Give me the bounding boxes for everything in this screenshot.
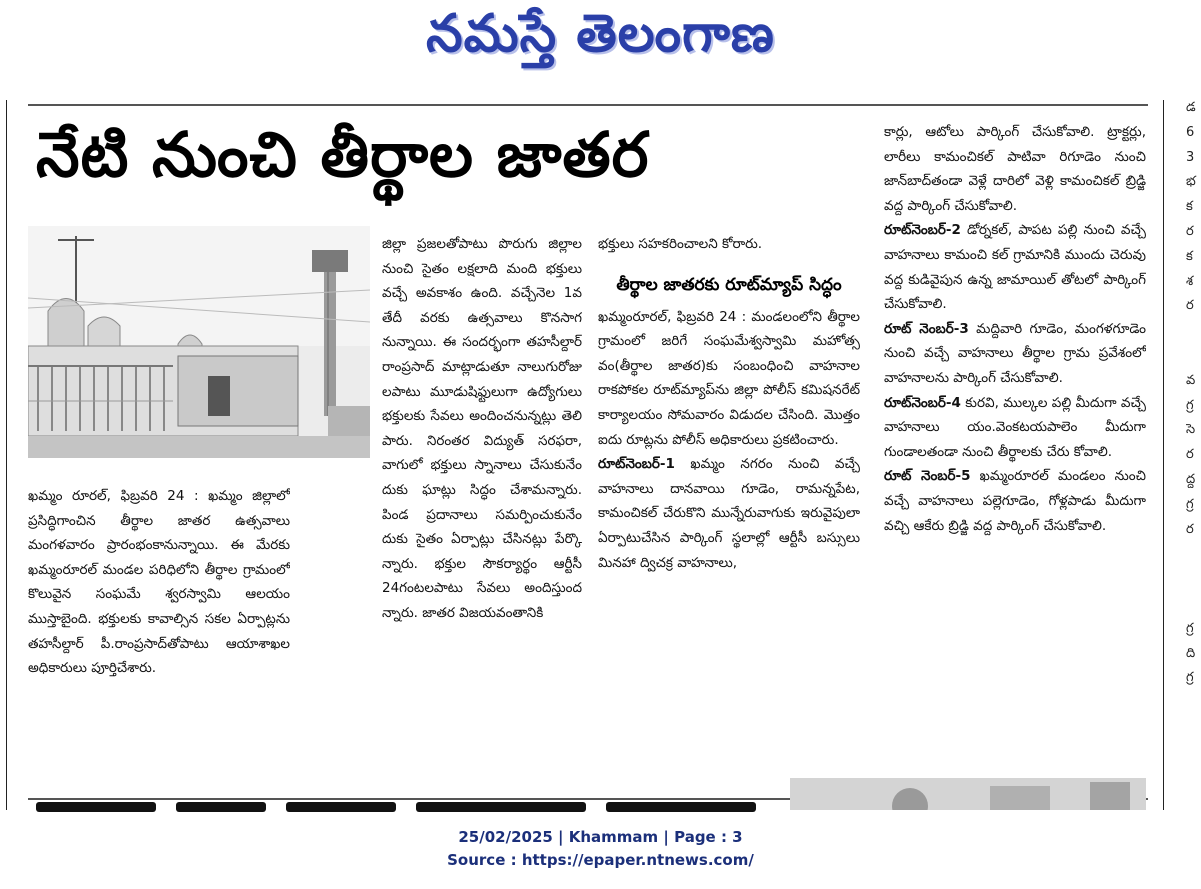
footer-date-line: 25/02/2025 | Khammam | Page : 3 [458, 828, 743, 846]
column-2-text: జిల్లా ప్రజలతోపాటు పొరుగు జిల్లాల నుంచి సైతం లక్షలాది మంది భక్తులు వచ్చే అవకాశం ఉంది. వచ్చేనెల 1వ తేదీ వరకు ఉత్సవాలు కొనసాగ నున్నాయి. ఈ సందర్భంగా తహసీల్దార్ రాంప్రసాద్ మాట్లాడుతూ నాలుగురోజు లపాటు మూడుషిఫ్టులుగా ఉద్యోగులు భక్తులకు సేవలు అందించనున్నట్లు తెలి పారు. నిరంతర విద్యుత్ సరఫరా, వాగులో భక్తులు స్నానాలు చేసుకునేం దుకు ఘాట్లు సిద్ధం చేశామన్నారు. పిండ ప్రదానాలు సమర్పించుకునేం దుకు సైతం ఏర్పాట్లు చేసినట్లు పేర్కొ న్నారు. భక్తుల సౌకర్యార్థం ఆర్టీసీ 24గంటలపాటు సేవలు అందిస్తుంద న్నారు. జాతర విజయవంతానికి [382, 236, 582, 621]
edge-fragment [1186, 542, 1201, 567]
page-frame-left [6, 100, 7, 810]
edge-fragment: క [1186, 199, 1193, 215]
edge-fragment: క [1186, 248, 1193, 264]
route-5-label: రూట్ నెంబర్-5 [884, 468, 971, 485]
masthead [0, 0, 1201, 78]
next-article-photo-illustration [790, 778, 1146, 810]
article-headline: నేటి నుంచి తీర్థాల జాతర [36, 118, 650, 191]
route-3-paragraph [884, 317, 1146, 391]
edge-fragment [1186, 319, 1201, 344]
edge-fragment: శ [1186, 273, 1194, 289]
edge-fragment: ర [1186, 447, 1194, 463]
edge-fragment: ద్ద [1186, 471, 1196, 487]
edge-fragment: సె [1186, 422, 1196, 438]
top-rule [28, 104, 1148, 106]
route-3-label: రూట్ నెంబర్-3 [884, 320, 969, 337]
edge-fragment: గ్ర [1186, 670, 1194, 686]
article-column-2 [382, 232, 582, 762]
article-column-3 [598, 232, 860, 772]
sub-headline: తీర్థాల జాతరకు రూట్‌మ్యాప్ సిద్ధం [616, 274, 842, 295]
edge-fragment: 6 [1186, 124, 1195, 140]
edge-fragment: గ్ర [1186, 496, 1194, 512]
column-1-text: ఖమ్మం రూరల్, ఫిబ్రవరి 24 : ఖమ్మం జిల్లాలో ప్రసిద్ధిగాంచిన తీర్థాల జాతర ఉత్సవాలు మంగళవారం ప్రారంభంకానున్నాయి. ఈ మేరకు ఖమ్మంరూరల్ మండల పరిధిలోని తీర్థాల గ్రామంలో కొలువైన సంఘమే శ్వరస్వామి ఆలయం ముస్తాబైంది. భక్తులకు కావాల్సిన సకల ఏర్పాట్లను తహసీల్దార్ పీ.రాంప్రసాద్‌తోపాటు ఆయాశాఖల అధికారులు పూర్తిచేశారు. [28, 488, 290, 677]
page-frame-right [1163, 100, 1164, 810]
newspaper-logo: నమస్తే తెలంగాణ [426, 4, 775, 64]
temple-photo-illustration [28, 226, 370, 458]
next-headline-fragment [36, 800, 776, 812]
headline-fragment-4 [416, 802, 586, 812]
headline-fragment-2 [176, 802, 266, 812]
column-3-body: ఖమ్మంరూరల్, ఫిబ్రవరి 24 : మండలంలోని తీర్థాల గ్రామంలో జరిగే సంఘమేశ్వస్వామి మహోత్స వం(తీర్థాల జాతర)కు సంబంధించి వాహనాల రాకపోకల రూట్‌మ్యాప్‌ను జిల్లా పోలీస్ కమిషనరేట్ కార్యాలయం సోమవారం విడుదల చేసింది. మొత్తం ఐదు రూట్లను పోలీస్ అధికారులు ప్రకటించారు. [598, 308, 860, 448]
edge-fragment: ర [1186, 223, 1194, 239]
edge-fragment [1186, 592, 1201, 617]
edge-fragment: డ [1186, 100, 1196, 115]
temple-photo [28, 226, 370, 458]
route-3-text: మద్దివారి గూడెం, మంగళగూడెం నుంచి వచ్చే వాహనాలు తీర్థాల గ్రామ ప్రవేశంలో వాహనాలను పార్కింగ్ చేసుకోవాలి. [884, 320, 1146, 386]
column-3-intro: భక్తులు సహకరించాలని కోరారు. [598, 236, 763, 252]
headline-fragment-3 [286, 802, 396, 812]
route-2-label: రూట్‌నెంబర్-2 [884, 222, 961, 239]
headline-fragment-1 [36, 802, 156, 812]
edge-fragment: వ [1186, 372, 1196, 388]
route-1-text: ఖమ్మం నగరం నుంచి వచ్చే వాహనాలు దానవాయి గూడెం, రామన్నపేట, కామంచికల్ చేరుకొని మున్నేరువాగుకు ఇరువైపులా ఏర్పాటుచేసిన పార్కింగ్ స్థలాల్లో ఆర్టీసీ బస్సులు మినహా ద్విచక్ర వాహనాలు, [598, 456, 860, 571]
edge-fragment: ది [1186, 645, 1196, 661]
article-column-1 [28, 484, 290, 756]
edge-fragment: ర [1186, 521, 1194, 537]
edge-fragment: భ [1186, 174, 1196, 190]
next-article-photo [790, 778, 1146, 810]
column-4-intro: కార్లు, ఆటోలు పార్కింగ్ చేసుకోవాలి. ట్రాక్టర్లు, లారీలు కామంచికల్ పాటివా రిగూడెం నుంచి జాన్‌బాద్‌తండా వెళ్లే దారిలో వెళ్లి కామంచికల్ బ్రిడ్జి వద్ద పార్కింగ్ చేసుకోవాలి. [884, 124, 1146, 214]
headline-fragment-5 [606, 802, 756, 812]
route-1-paragraph [598, 452, 860, 575]
route-5-paragraph [884, 464, 1146, 538]
route-4-paragraph [884, 391, 1146, 465]
route-5-text: ఖమ్మంరూరల్ మండలం నుంచి వచ్చే వాహనాలు పల్లెగూడెం, గోళ్లపాడు మీదుగా వచ్చి ఆకేరు బ్రిడ్జి వద్ద పార్కింగ్ చేసుకోవాలి. [884, 468, 1146, 534]
edge-fragment: గ్ర [1186, 397, 1194, 413]
edge-fragment [1186, 567, 1201, 592]
route-1-label: రూట్‌నెంబర్-1 [598, 456, 675, 473]
edge-fragment: ర [1186, 298, 1194, 314]
footer-source-line: Source : https://epaper.ntnews.com/ [447, 851, 754, 869]
edge-fragment: 3 [1186, 149, 1195, 165]
route-4-label: రూట్‌నెంబర్-4 [884, 394, 961, 411]
route-2-paragraph [884, 218, 1146, 316]
route-4-text: కురవి, ముల్కల పల్లి మీదుగా వచ్చే వాహనాలు యం.వెంకటయపాలెం మీదుగా గుండాలతండా నుంచి తీర్థాలకు చేరు కోవాలి. [884, 394, 1146, 460]
route-2-text: డోర్నకల్, పాపట పల్లి నుంచి వచ్చే వాహనాలు కామంచి కల్ గ్రామానికి ముందు చెరువు వద్ద కుడివైపున ఉన్న జామాయిల్ తోటలో పార్కింగ్ చేసుకోవాలి. [884, 222, 1146, 313]
edge-fragment [1186, 344, 1201, 369]
edge-fragment: గ్ర [1186, 620, 1194, 636]
footer [0, 812, 1201, 889]
article-column-4 [884, 120, 1146, 770]
adjacent-column-fragment [1186, 96, 1201, 756]
